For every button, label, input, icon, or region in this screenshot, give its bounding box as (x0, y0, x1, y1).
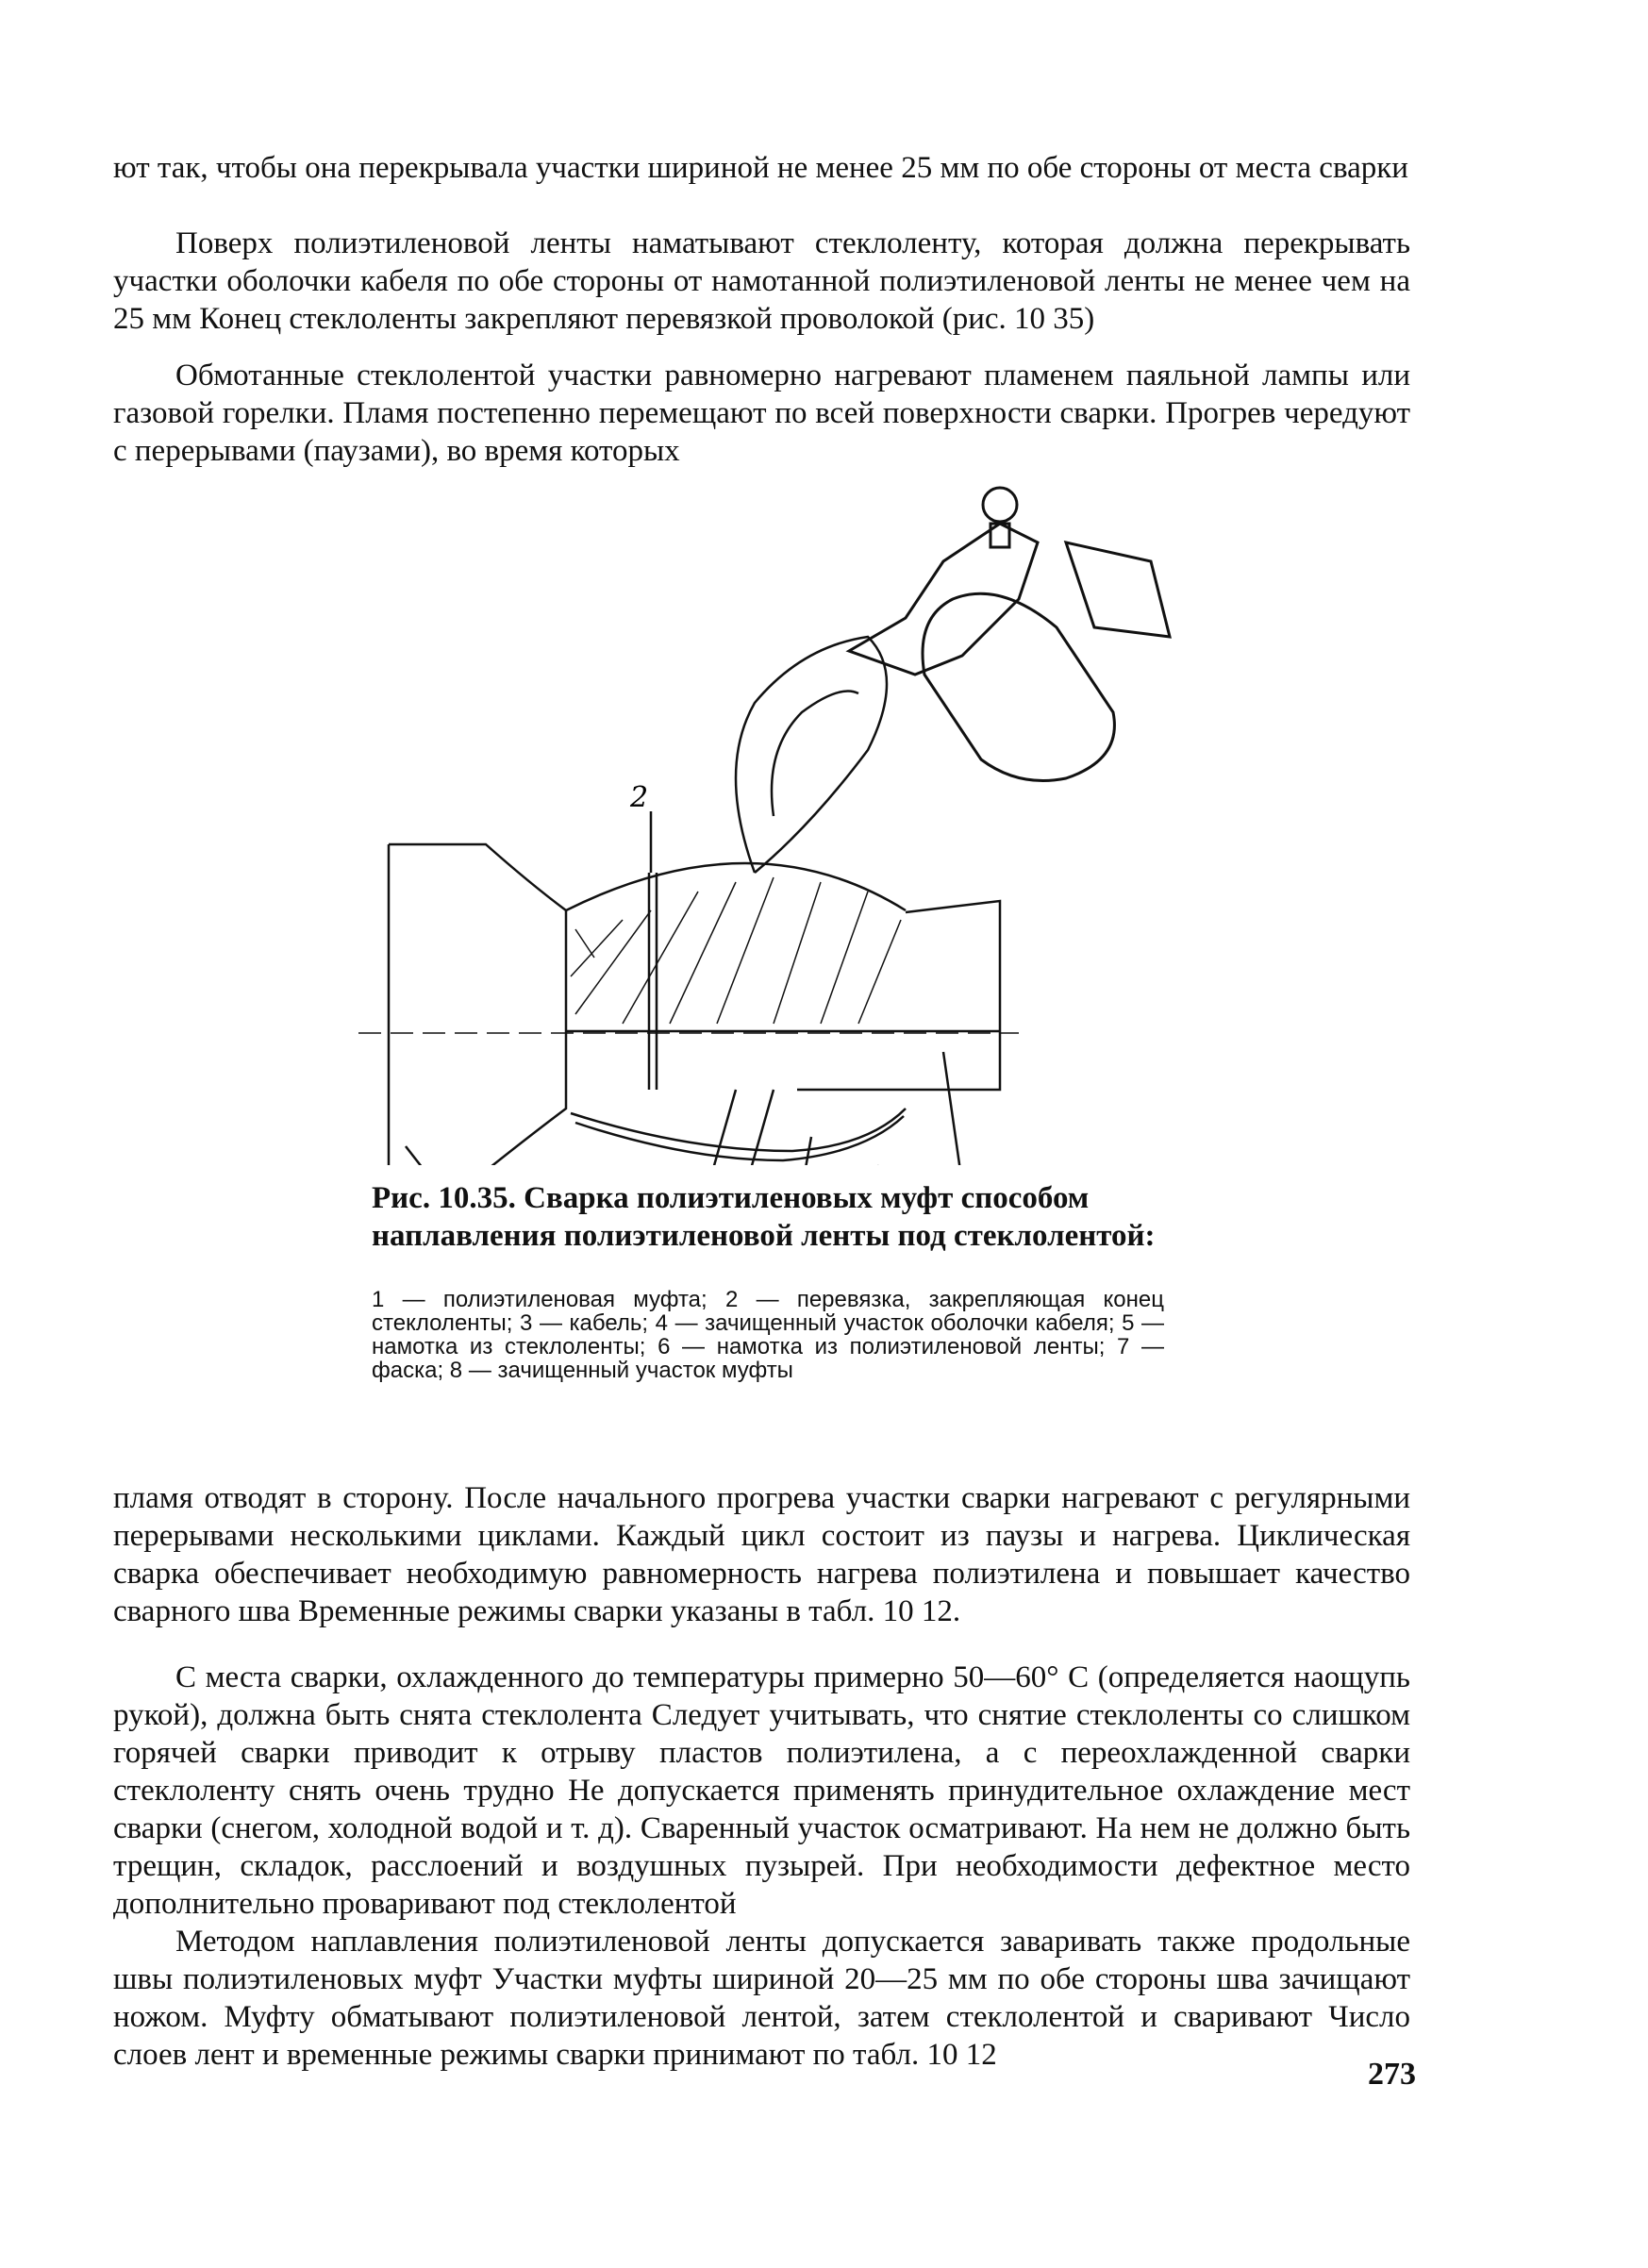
paragraph-cooling (113, 1659, 1410, 1923)
paragraph-cooling-text: С места сварки, охлажденного до температуры примерно 50—60° С (определяется наощупь рукой), должна быть снята стеклолента Следует учитывать, что снятие стеклоленты со слишком горячей сварки приводит к отрыву пластов полиэтилена, а с переохлажденной сварки стеклоленту снять очень трудно Не допускается применять принудительное охлаждение мест сварки (снегом, холодной водой и т. д). Сваренный участок осматривают. На нем не должно быть трещин, складок, расслоений и воздушных пузырей. При необходимости дефектное место дополнительно проваривают под стеклолентой (113, 1660, 1410, 1921)
paragraph-longitudinal-seams (113, 1923, 1410, 2074)
leader-6 (745, 1090, 774, 1165)
leader-1 (406, 1146, 439, 1165)
coupling-outline (389, 844, 566, 1165)
paragraph-heating (113, 357, 1410, 470)
weld-bulge (566, 863, 906, 910)
cable-outline (797, 901, 1000, 1090)
paragraph-glass-tape (113, 225, 1410, 338)
figure-caption-legend: 1 — полиэтиленовая муфта; 2 — перевязка, закрепляющая конец стеклоленты; 3 — кабель; 4 — зачищенный участок оболочки кабеля; 5 — намотка из стеклоленты; 6 — намотка из полиэтиленовой ленты; 7 — фаска; 8 — зачищенный участок муфты (372, 1287, 1164, 1383)
page-number: 273 (1368, 2057, 1416, 2092)
welding-diagram (340, 486, 1283, 1165)
paragraph-heating-text: Обмотанные стеклолентой участки равномерно нагревают пламенем паяльной лампы или газовой горелки. Пламя постепенно перемещают по всей поверхности сварки. Прогрев чередуют с перерывами (паузами), во время которых (113, 359, 1410, 468)
paragraph-glass-tape-text: Поверх полиэтиленовой ленты наматывают стеклоленту, которая должна перекрывать участки оболочки кабеля по обе стороны от намотанной полиэтиленовой ленты не менее чем на 25 мм Конец стеклоленты закрепляют перевязкой проволокой (рис. 10 35) (113, 226, 1410, 336)
paragraph-cyclic-welding: пламя отводят в сторону. После начального прогрева участки сварки нагревают с регулярными перерывами несколькими циклами. Каждый цикл состоит из паузы и нагрева. Циклическая сварка обеспечивает необходимую равномерность нагрева полиэтилена и повышает качество сварного шва Временные режимы сварки указаны в табл. 10 12. (113, 1481, 1410, 1628)
label-2: 2 (630, 781, 649, 814)
figure-caption-title: Рис. 10.35. Сварка полиэтиленовых муфт способом наплавления полиэтиленовой ленты под стеклолентой: (372, 1181, 1156, 1253)
leader-7 (707, 1090, 736, 1165)
paragraph-continuation: ют так, чтобы она перекрывала участки шириной не менее 25 мм по обе стороны от места сварки (113, 151, 1408, 185)
leader-3 (943, 1052, 962, 1165)
hatching (571, 877, 901, 1024)
flame (736, 637, 887, 873)
fuel-tank (923, 542, 1170, 781)
paragraph-longitudinal-seams-text: Методом наплавления полиэтиленовой ленты допускается заваривать также продольные швы полиэтиленовых муфт Участки муфты шириной 20—25 мм по обе стороны шва зачищают ножом. Муфту обматывают полиэтиленовой лентой, затем стеклолентой и сваривают Число слоев лент и временные режимы сварки принимают по табл. 10 12 (113, 1925, 1410, 2072)
welding-figure (340, 486, 1283, 1165)
